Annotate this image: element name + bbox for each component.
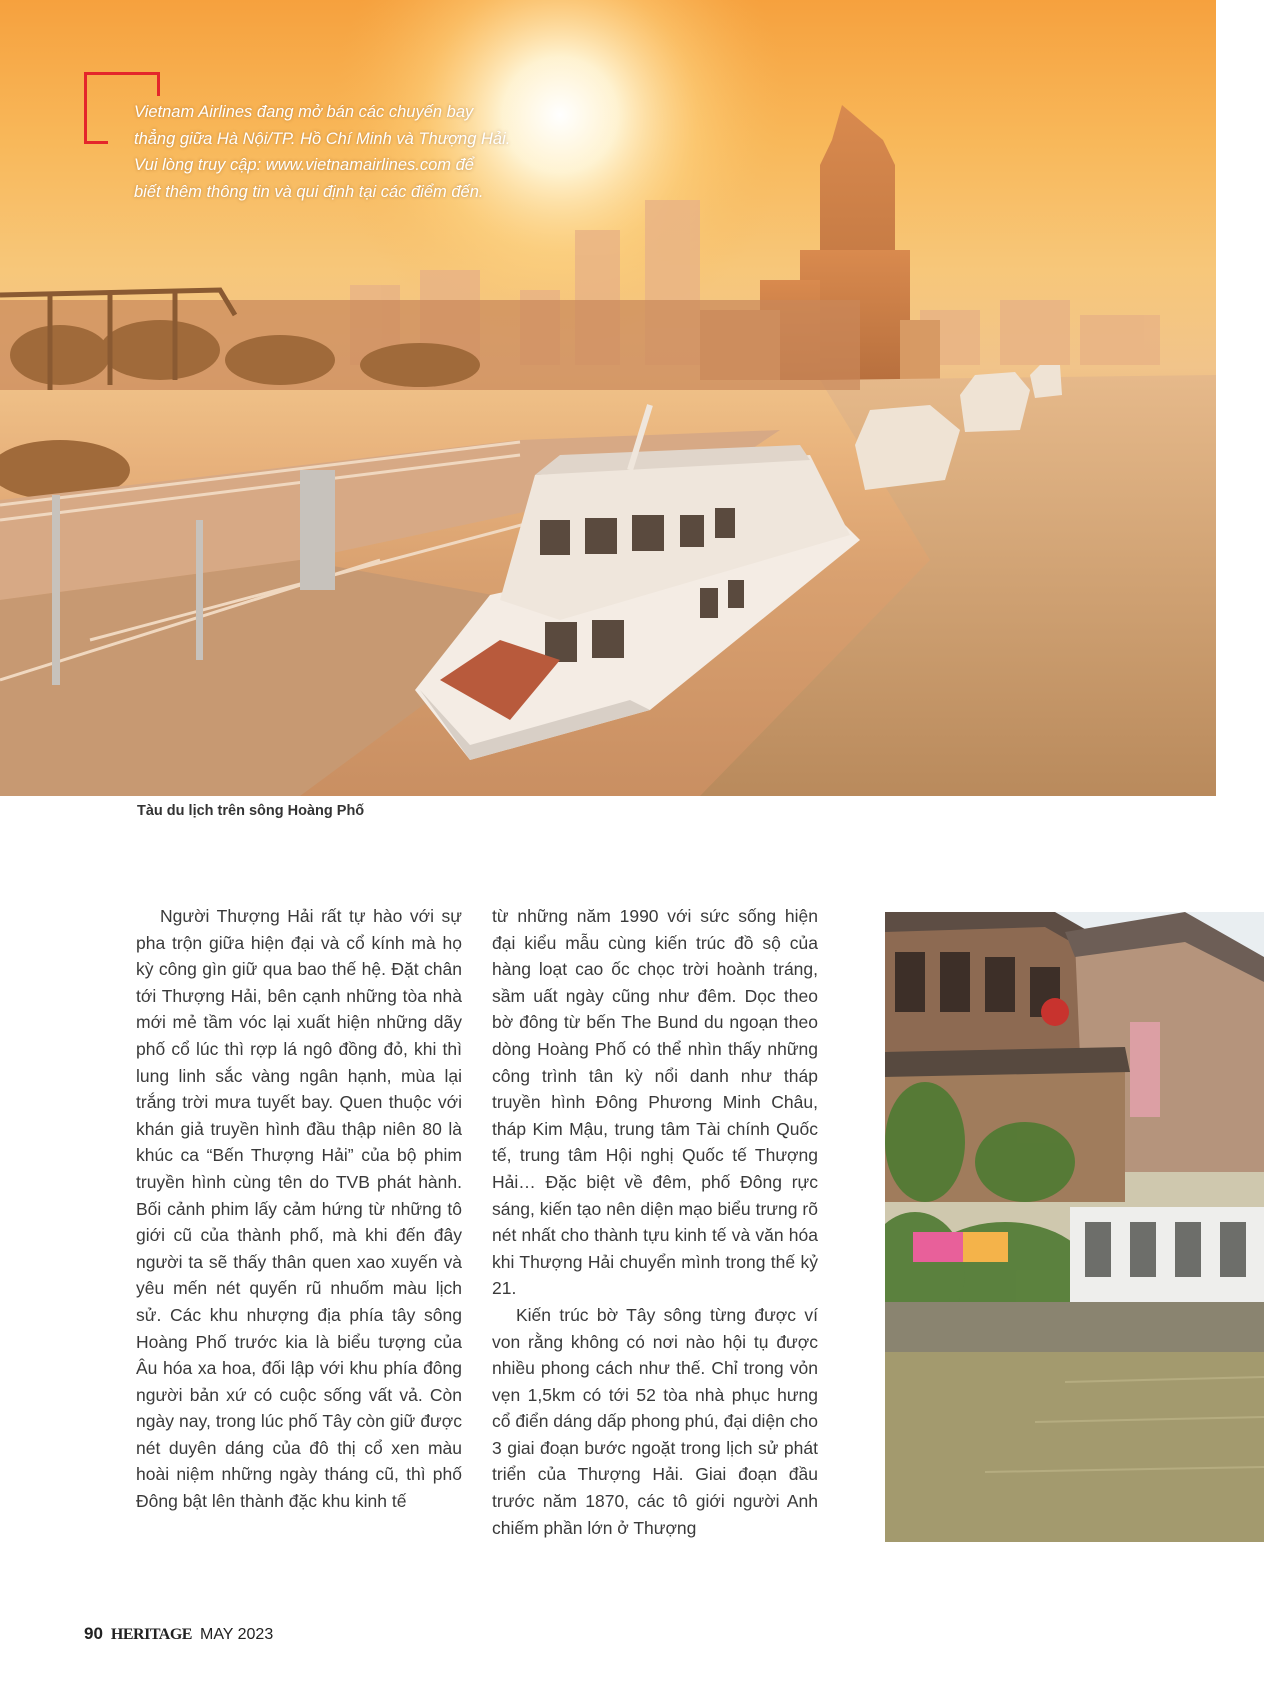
canal-illustration [885, 912, 1264, 1542]
canal-town-photo [885, 912, 1264, 1542]
note-line: Vietnam Airlines đang mở bán các chuyến bay [134, 103, 474, 121]
page-number: 90 [84, 1624, 103, 1643]
note-line: biết thêm thông tin và qui định tại các điểm đến. [134, 182, 484, 201]
issue-date: MAY 2023 [199, 1626, 274, 1643]
article-column-1 [136, 903, 462, 1515]
paragraph: từ những năm 1990 với sức sống hiện đại kiểu mẫu cùng kiến trúc đồ sộ của hàng loạt cao ốc chọc trời hoành tráng, sầm uất ngày cũng như đêm. Dọc theo bờ đông từ bến The Bund du ngoạn theo dòng Hoàng Phố có thể nhìn thấy những công trình tân kỳ nổi danh như tháp truyền hình Đông Phương Minh Châu, tháp Kim Mậu, trung tâm Tài chính Quốc tế, trung tâm Hội nghị Quốc tế Thượng Hải… Đặc biệt về đêm, phố Đông rực sáng, kiến tạo nên diện mạo biểu trưng rõ nét nhất cho thành tựu kinh tế và văn hóa khi Thượng Hải chuyển mình trong thế kỷ 21. [492, 906, 818, 1299]
note-line: Vui lòng truy cập: www.vietnamairlines.com để [134, 156, 474, 174]
article-column-2 [492, 903, 818, 1541]
note-line: thẳng giữa Hà Nội/TP. Hồ Chí Minh và Thượng Hải. [134, 129, 511, 148]
paragraph: Người Thượng Hải rất tự hào với sự pha trộn giữa hiện đại và cổ kính mà họ kỳ công gìn giữ qua bao thế hệ. Đặt chân tới Thượng Hải, bên cạnh những tòa nhà mới mẻ tầm vóc lại xuất hiện những dãy phố cổ lúc thì rợp lá ngô đồng đỏ, khi thì lung linh sắc vàng ngân hạnh, mùa lại trắng trời mưa tuyết bay. Quen thuộc với khán giả truyền hình đầu thập niên 80 là khúc ca “Bến Thượng Hải” của bộ phim truyền hình cùng tên do TVB phát hành. Bối cảnh phim lấy cảm hứng từ những tô giới cũ của thành phố, mà khi đến đây người ta sẽ thấy thân quen xao xuyến và yêu mến nét quyến rũ nhuốm màu lịch sử. Các khu nhượng địa phía tây sông Hoàng Phố trước kia là biểu tượng của Âu hóa xa hoa, đối lập với khu phía đông người bản xứ có cuộc sống vất vả. Còn ngày nay, trong lúc phố Tây còn giữ được nét duyên dáng của đô thị cổ xen màu hoài niệm những ngày tháng cũ, thì phố Đông bật lên thành đặc khu kinh tế [136, 906, 462, 1512]
page-footer [84, 1624, 273, 1644]
paragraph: Kiến trúc bờ Tây sông từng được ví von rằng không có nơi nào hội tụ được nhiều phong cách như thế. Chỉ trong vỏn vẹn 1,5km có tới 52 tòa nhà phục hưng cổ điển dáng dấp phong phú, đại diện cho 3 giai đoạn bước ngoặt trong lịch sử phát triển của Thượng Hải. Giai đoạn đầu trước năm 1870, các tô giới người Anh chiếm phần lớn ở Thượng [492, 1304, 818, 1538]
hero-caption: Tàu du lịch trên sông Hoàng Phố [137, 803, 365, 819]
airline-note [134, 99, 554, 205]
magazine-name: HERITAGE [110, 1626, 192, 1643]
red-lantern [1041, 998, 1069, 1026]
